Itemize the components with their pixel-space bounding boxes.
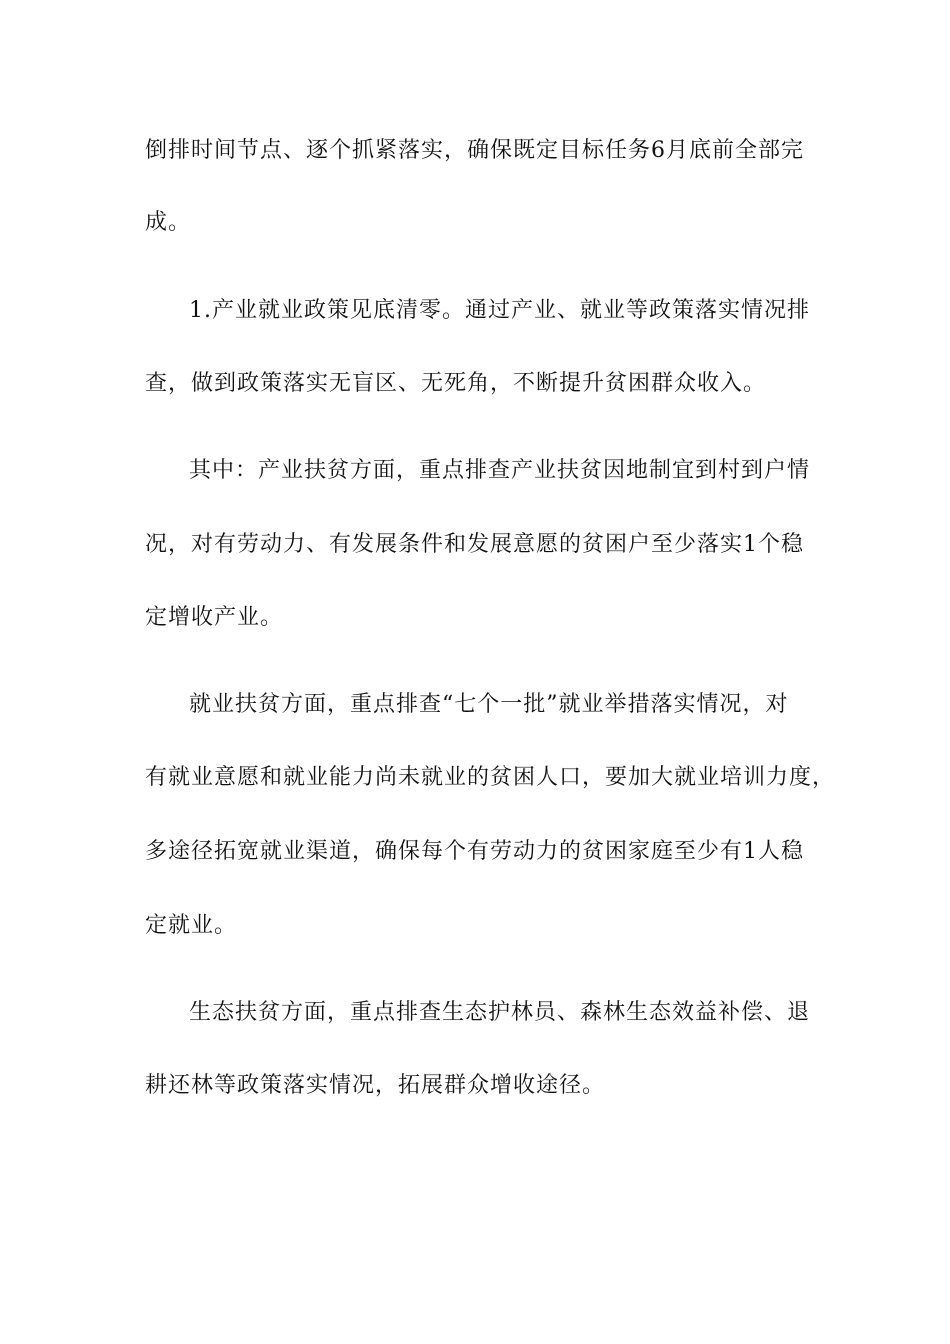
paragraph-line: 就业扶贫方面，重点排查“七个一批”就业举措落实情况，对 [189,692,789,717]
paragraph-line: 耕还林等政策落实情况，拓展群众增收途径。 [145,1073,606,1098]
paragraph-line: 定增收产业。 [145,605,284,630]
paragraph-line: 1.产业就业政策见底清零。通过产业、就业等政策落实情况排 [189,298,810,323]
paragraph-line: 查，做到政策落实无盲区、无死角，不断提升贫困群众收入。 [145,371,767,396]
paragraph-line: 有就业意愿和就业能力尚未就业的贫困人口，要加大就业培训力度， [145,765,836,790]
paragraph-line: 多途径拓宽就业渠道，确保每个有劳动力的贫困家庭至少有1人稳 [145,839,804,864]
paragraph-line: 定就业。 [145,913,238,938]
paragraph-line: 成。 [145,210,192,235]
paragraph-line: 况，对有劳动力、有发展条件和发展意愿的贫困户至少落实1个稳 [145,532,804,557]
paragraph-line: 其中：产业扶贫方面，重点排查产业扶贫因地制宜到村到户情 [189,458,811,483]
paragraph-line: 生态扶贫方面，重点排查生态护林员、森林生态效益补偿、退 [189,1000,811,1025]
paragraph-line: 倒排时间节点、逐个抓紧落实，确保既定目标任务6月底前全部完 [145,138,804,163]
